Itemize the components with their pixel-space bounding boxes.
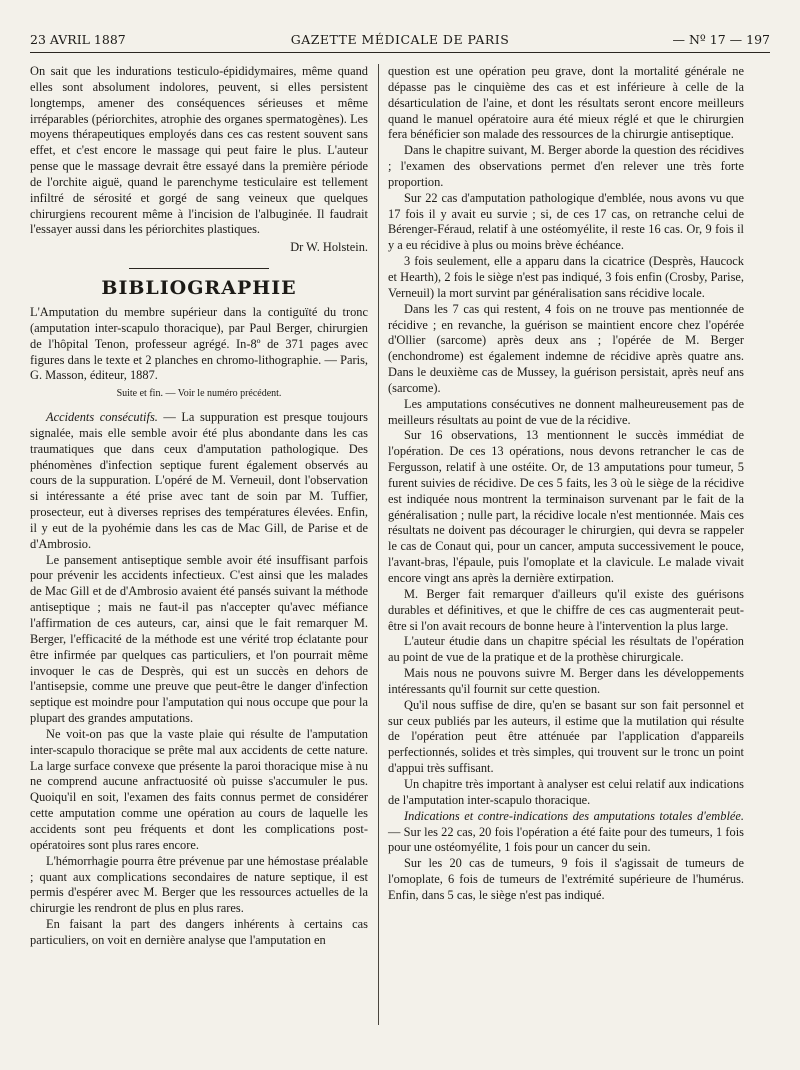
paragraph-indications	[388, 809, 744, 857]
left-column	[30, 64, 368, 1070]
paragraph-guerisons: M. Berger fait remarquer d'ailleurs qu'il existe des guérisons durables et définitives, et que le chiffre de ces cas augmenterait peut-être si l'on avait recours de bonne heure à l'intervention la plus large.	[388, 586, 744, 633]
paragraph-hemorrhagie: L'hémorrhagie pourra être prévenue par une hémostase préalable ; quant aux complications secondaires de nature septique, il est permis d'espérer avec M. Berger que les ressources actuelles de la chirurgie les rendront de plus en plus rares.	[30, 853, 368, 916]
paragraph-text: — Sur les 22 cas, 20 fois l'opération a été faite pour des tumeurs, 1 fois pour une ostéomyélite, 1 fois pour un cancer du sein.	[388, 824, 744, 855]
author-signature: Dr W. Holstein.	[290, 240, 368, 255]
paragraph-accidents	[30, 410, 368, 553]
paragraph-chapitre: Un chapitre très important à analyser est celui relatif aux indications de l'amputation inter-scapulo thoracique.	[388, 776, 744, 807]
paragraph-pansement: Le pansement antiseptique semble avoir été insuffisant parfois pour prévenir les accidents infectieux. C'est ainsi que les malades de Mac Gill et de d'Ambrosio avaient été pansés suivant la méthode antiseptique ; mais ne faut-il pas n'accepter qu'avec méfiance l'affirmation de ces auteurs, car, ainsi que le fait remarquer M. Berger, l'efficacité de la méthode est une vérité trop éclatante pour être infirmée par quelques cas particuliers, et l'on pourrait même invoquer le cas de Desprès, qui est un succès en dehors de l'antisepsie, comme une preuve que peut-être le danger d'infection septique est moindre pour l'amputation qui nous occupe que pour la plupart des grandes amputations.	[30, 552, 368, 726]
paragraph-22-cas: Sur 22 cas d'amputation pathologique d'emblée, nous avons vu que 17 fois il y avait eu survie ; si, de ces 17 cas, on retranche celui de Bérenger-Féraud, relatif à une ostéomyélite, il reste 16 cas. Or, 9 fois il y a eu récidive à plus ou moins brève échéance.	[388, 190, 744, 253]
paragraph-dangers: En faisant la part des dangers inhérents à certains cas particuliers, on voit en dernière analyse que l'amputation en	[30, 917, 368, 947]
paragraph-amputations-consecutives: Les amputations consécutives ne donnent malheureusement pas de meilleurs résultats au point de vue de la récidive.	[388, 396, 744, 427]
paragraph-auteur: L'auteur étudie dans un chapitre spécial les résultats de l'opération au point de vue de la pratique et de la prothèse chirurgicale.	[388, 634, 744, 665]
paragraph-16-observations: Sur 16 observations, 13 mentionnent le succès immédiat de l'opération. De ces 13 opérations, nous devons retrancher le cas de Fergusson, relatif à une ostéite. Or, de 13 amputations pour tumeur, 5 furent suivies de récidive. De ces 5 faits, les 3 où le siège de la récidive est indiquée nous montrent la terminaison survenant par le fait de la généralisation ; nulle part, la récidive locale n'est mentionnée. Mais ces résultats ne doivent pas décourager le chirurgien, qui devra se rappeler le cas de Conaut qui, pour un cancer, amputa successivement le pouce, l'avant-bras, l'épaule, puis l'omoplate et la clavicule. Le malade vivait encore vingt ans après la dernière extirpation.	[388, 428, 744, 585]
paragraph-recidives: Dans le chapitre suivant, M. Berger aborde la question des récidives ; l'examen des observations permet d'en relever une très forte proportion.	[388, 143, 744, 189]
paragraph-prothese: Qu'il nous suffise de dire, qu'en se basant sur son fait personnel et sur ceux publiés par les auteurs, il estime que la mutilation qui résulte de l'opération peut être atténuée par l'application d'appareils perfectionnés, solides et très simples, qui trouvent sur le tronc un point d'appui très suffisant.	[388, 697, 744, 776]
paragraph-20-cas: Sur les 20 cas de tumeurs, 9 fois il s'agissait de tumeurs de l'omoplate, 6 fois de tumeurs de l'extrémité supérieure de l'humérus. Enfin, dans 5 cas, le siège n'est pas indiqué.	[388, 856, 744, 902]
paragraph-plaie: Ne voit-on pas que la vaste plaie qui résulte de l'amputation inter-scapulo thoracique se prête mal aux accidents de cette nature. La large surface convexe que présente la paroi thoracique mise à nu ne comprend aucune anfractuosité où puisse s'accumuler le pus. Quoiqu'il en soit, l'examen des faits connus permet de considérer cette amputation comme une opération au cours de laquelle les accidents sont peu fréquents et dont les complications post-opératoires sont plus rares encore.	[30, 726, 368, 852]
paragraph-continuation: question est une opération peu grave, dont la mortalité générale ne dépasse pas le cinquième des cas et est inférieure à celle de la désarticulation de l'aine, et dont les résultats seront encore meilleurs quand le manuel opératoire aura été mieux réglé et que le chirurgien fera bénéficier son malade des ressources de la chirurgie antiseptique.	[388, 64, 744, 142]
right-column	[388, 64, 744, 1070]
issue-date: 23 AVRIL 1887	[30, 32, 126, 47]
journal-title: GAZETTE MÉDICALE DE PARIS	[290, 32, 510, 47]
continuation-note: Suite et fin. — Voir le numéro précédent.	[116, 388, 282, 400]
paragraph-mais: Mais nous ne pouvons suivre M. Berger dans les développements intéressants qu'il fournit sur cette question.	[388, 666, 744, 696]
paragraph-massage: On sait que les indurations testiculo-épididymaires, même quand elles sont absolument indolores, peuvent, si elles persistent longtemps, amener des conséquences sérieuses et même irréparables (périorchites, atrophie des organes spermatogènes). Les moyens thérapeutiques employés dans ces cas restent souvent sans effet, et c'est encore le massage qui peut faire le plus. L'auteur pense que le massage devrait être essayé dans la première période de l'orchite aiguë, quand le parenchyme testiculaire est tellement infiltré de sérosité et gorgé de sang veineux que quelques chirurgiens recourent même à l'incision de l'albuginée. Il faudrait l'essayer aussi dans les périorchites plastiques.	[30, 64, 368, 237]
paragraph-3-fois: 3 fois seulement, elle a apparu dans la cicatrice (Desprès, Haucock et Hearth), 2 fois le siège n'est pas indiqué, 3 fois enfin (Crosby, Parise, Verneuil) la mort survint par généralisation sans récidive locale.	[388, 254, 744, 300]
book-reference: L'Amputation du membre supérieur dans la contiguïté du tronc (amputation inter-scapulo thoracique), par Paul Berger, chirurgien de l'hôpital Tenon, professeur agrégé. In-8º de 371 pages avec figures dans le texte et 2 planches en chromo-lithographie. — Paris, G. Masson, éditeur, 1887.	[30, 304, 368, 383]
issue-number: — Nº 17 — 197	[672, 32, 770, 47]
paragraph-heading: Indications et contre-indications des amputations totales d'emblée.	[404, 808, 744, 823]
paragraph-heading: Accidents consécutifs.	[46, 410, 158, 425]
paragraph-text: — La suppuration est presque toujours signalée, mais elle semble avoir été plus abondante dans les cas traumatiques que dans ceux d'amputation pathologique. Des phénomènes d'infection septique furent également observés au cours de la suppuration. L'opéré de M. Verneuil, dont l'observation si intéressante a été prise avec tant de soin par M. Tuffier, prosecteur, eut à diverses reprises des températures élevées. Enfin, il y eut de la pyohémie dans les cas de Mac Gill, de Parise et de d'Ambrosio.	[30, 410, 369, 551]
column-divider	[378, 64, 379, 1025]
section-divider	[129, 268, 269, 269]
page-header	[30, 30, 770, 53]
section-title: BIBLIOGRAPHIE	[101, 277, 297, 300]
paragraph-7-cas: Dans les 7 cas qui restent, 4 fois on ne trouve pas mentionnée de récidive ; en revanche, la guérison se maintient encore chez l'opérée d'Ollier (sarcome) après deux ans ; l'opérée de M. Berger (enchondrome) est également indemne de récidive après quatre ans. Dans le deuxième cas de Mussey, la guérison persistait, après neuf ans (sarcome).	[388, 301, 744, 395]
